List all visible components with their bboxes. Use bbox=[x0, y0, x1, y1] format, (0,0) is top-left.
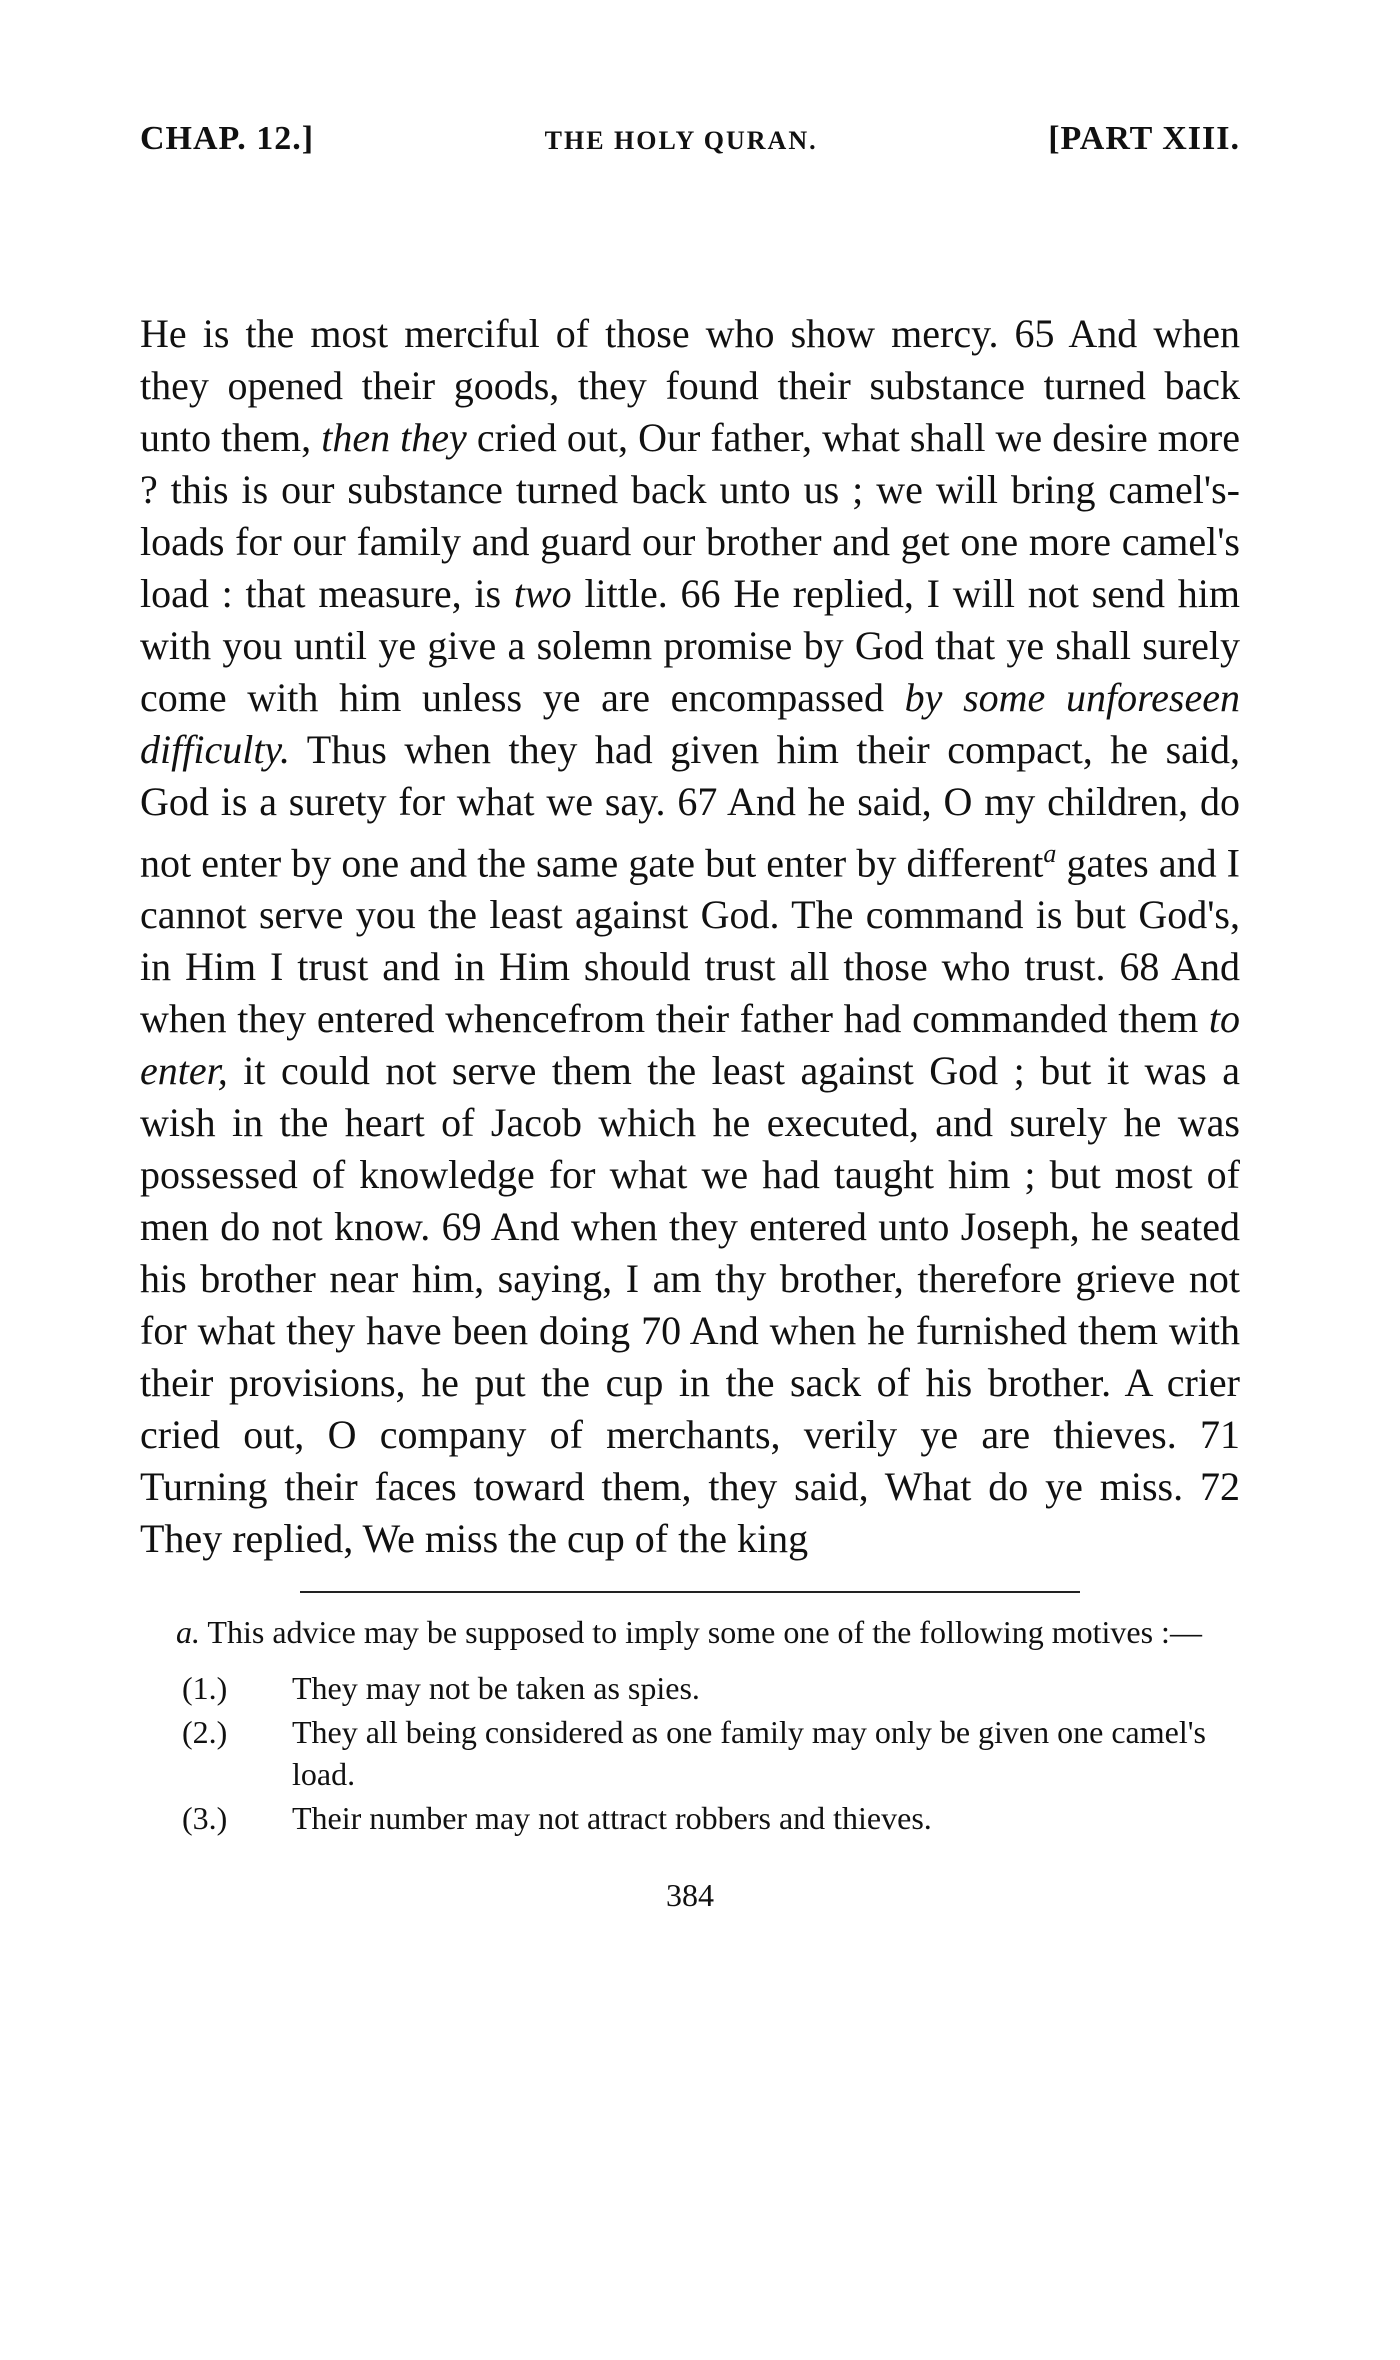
footnote-reference: a bbox=[1043, 839, 1057, 868]
footnote-item-text: Their number may not attract robbers and thieves. bbox=[292, 1800, 932, 1837]
divider-line bbox=[300, 1591, 1080, 1593]
page-number: 384 bbox=[666, 1877, 714, 1914]
footnote-item-number: (2.) bbox=[182, 1714, 228, 1751]
text-run: Thus when they had given him their compact, he said, God is a surety for what we say. 67 And he said, O my children, do not enter by one and the same gate but enter by different bbox=[140, 727, 1240, 886]
footnote-item-number: (3.) bbox=[182, 1800, 228, 1837]
footnotes bbox=[140, 1611, 1240, 1839]
footnote-intro bbox=[140, 1611, 1240, 1653]
main-text bbox=[140, 308, 1240, 1565]
footnote-item bbox=[140, 1797, 1240, 1839]
header-chapter: CHAP. 12.] bbox=[140, 120, 315, 157]
page bbox=[140, 120, 1240, 1914]
text-italic: to enter, bbox=[140, 996, 1240, 1094]
text-run: cried out, Our father, what shall we desire more ? this is our substance turned back unto us ; we will bring camel's-loads for our family and guard our brother and get one more camel's load : that measure, is bbox=[140, 415, 1240, 616]
text-italic: then they bbox=[321, 415, 467, 460]
text-run: He is the most merciful of those who show mercy. 65 And when they opened their goods, they found their substance turned back unto them, bbox=[140, 311, 1240, 460]
footnote-item-text: They may not be taken as spies. bbox=[292, 1670, 700, 1707]
header-title: THE HOLY QURAN. bbox=[544, 126, 818, 155]
footnote-intro-text: This advice may be supposed to imply some one of the following motives :— bbox=[200, 1614, 1202, 1651]
text-run: little. 66 He replied, I will not send him with you until ye give a solemn promise by God that ye shall surely come with him unless ye are encompassed bbox=[140, 571, 1240, 720]
footnote-item-text: They all being considered as one family may only be given one camel's load. bbox=[292, 1714, 1206, 1793]
footnote-divider bbox=[140, 1591, 1240, 1593]
footnote-item-number: (1.) bbox=[182, 1670, 228, 1707]
running-header bbox=[140, 120, 1240, 176]
text-italic: two bbox=[513, 571, 572, 616]
text-italic: by some unforeseen difficulty. bbox=[140, 675, 1241, 772]
footnote-item bbox=[140, 1711, 1240, 1795]
footnote-list bbox=[140, 1667, 1240, 1839]
header-part: [PART XIII. bbox=[1048, 120, 1240, 157]
footnote-item bbox=[140, 1667, 1240, 1709]
footnote-mark: a. bbox=[176, 1614, 200, 1651]
text-run: gates and I cannot serve you the least against God. The command is but God's, in Him I trust and in Him should trust all those who trust. 68 And when they entered whencefrom their father had commanded them bbox=[140, 840, 1240, 1042]
text-run: it could not serve them the least against God ; but it was a wish in the heart of Jacob which he executed, and surely he was possessed of knowledge for what we had taught him ; but most of men do not know. 69 And when they entered unto Joseph, he seated his brother near him, saying, I am thy brother, therefore grieve not for what they have been doing 70 And when he furnished them with their provisions, he put the cup in the sack of his brother. A crier cried out, O company of merchants, verily ye are thieves. 71 Turning their faces toward them, they said, What do ye miss. 72 They replied, We miss the cup of the king bbox=[140, 1048, 1240, 1562]
